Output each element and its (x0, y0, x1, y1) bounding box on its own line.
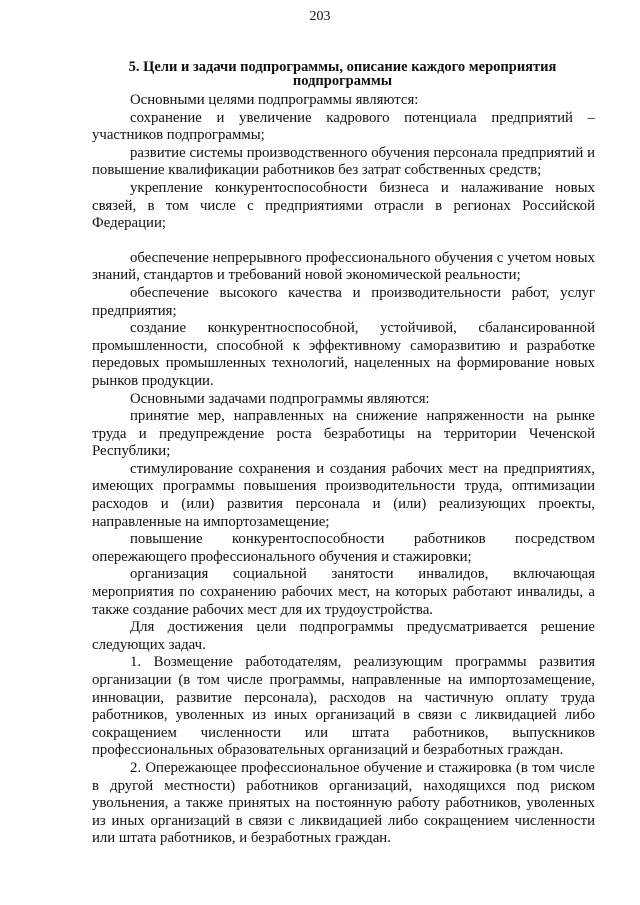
paragraph-goal-5: обеспечение высокого качества и производительности работ, услуг предприятия; (92, 284, 595, 319)
paragraph-task-4: организация социальной занятости инвалидов, включающая мероприятия по сохранению рабочих мест, на которых работают инвалиды, а также создание рабочих мест для их трудоустройства. (92, 566, 595, 618)
page-number: 203 (309, 9, 331, 24)
paragraph-goals-intro: Основными целями подпрограммы являются: (130, 92, 419, 108)
paragraph-task-2: стимулирование сохранения и создания рабочих мест на предприятиях, имеющих программы повышения производительности труда, оптимизации расходов и (или) развития персонала и (или) реализующих проекты, направленные на импортозамещение; (92, 460, 595, 530)
paragraph-goal-3: укрепление конкурентоспособности бизнеса и налаживание новых связей, в том числе с предприятиями отрасли в регионах Российской Федерации; (92, 179, 595, 232)
body-text (92, 92, 595, 848)
paragraph-measures-intro: Для достижения цели подпрограммы предусматривается решение следующих задач. (92, 619, 595, 653)
paragraph-measure-2: 2. Опережающее профессиональное обучение и стажировка (в том числе в другой местности) работников организаций, находящихся под риском увольнения, а также принятых на постоянную работу работников, уволенных из иных организаций в связи с ликвидацией либо сокращением численности или штата работников, и безработных граждан. (92, 759, 595, 847)
section-heading: 5. Цели и задачи подпрограммы, описание каждого мероприятия подпрограммы (128, 59, 557, 89)
paragraph-measure-1: 1. Возмещение работодателям, реализующим программы развития организации (в том числе программы, направленные на импортозамещение, инновации, развитие персонала), расходов на частичную оплату труда работников, уволенных из иных организаций в связи с ликвидацией либо сокращением численности или штата работников, выпускников профессиональных образовательных организаций и безработных граждан. (92, 654, 595, 759)
paragraph-goal-2: развитие системы производственного обучения персонала предприятий и повышение квалификации работников без затрат собственных средств; (92, 144, 595, 179)
paragraph-task-3: повышение конкурентоспособности работников посредством опережающего профессионального обучения и стажировки; (92, 531, 595, 565)
paragraph-goal-6: создание конкурентноспособной, устойчивой, сбалансированной промышленности, способной к эффективному саморазвитию и разработке передовых промышленных технологий, нацеленных на формирование новых рынков продукции. (92, 320, 595, 389)
paragraph-goal-4: обеспечение непрерывного профессионального обучения с учетом новых знаний, стандартов и требований новой экономической реальности; (92, 249, 595, 284)
blank-line (92, 233, 595, 250)
paragraph-goal-1: сохранение и увеличение кадрового потенциала предприятий – участников подпрограммы; (92, 109, 595, 144)
paragraph-task-1: принятие мер, направленных на снижение напряженности на рынке труда и предупреждение роста безработицы на территории Чеченской Республики; (92, 408, 595, 460)
paragraph-tasks-intro: Основными задачами подпрограммы являются: (130, 390, 430, 407)
